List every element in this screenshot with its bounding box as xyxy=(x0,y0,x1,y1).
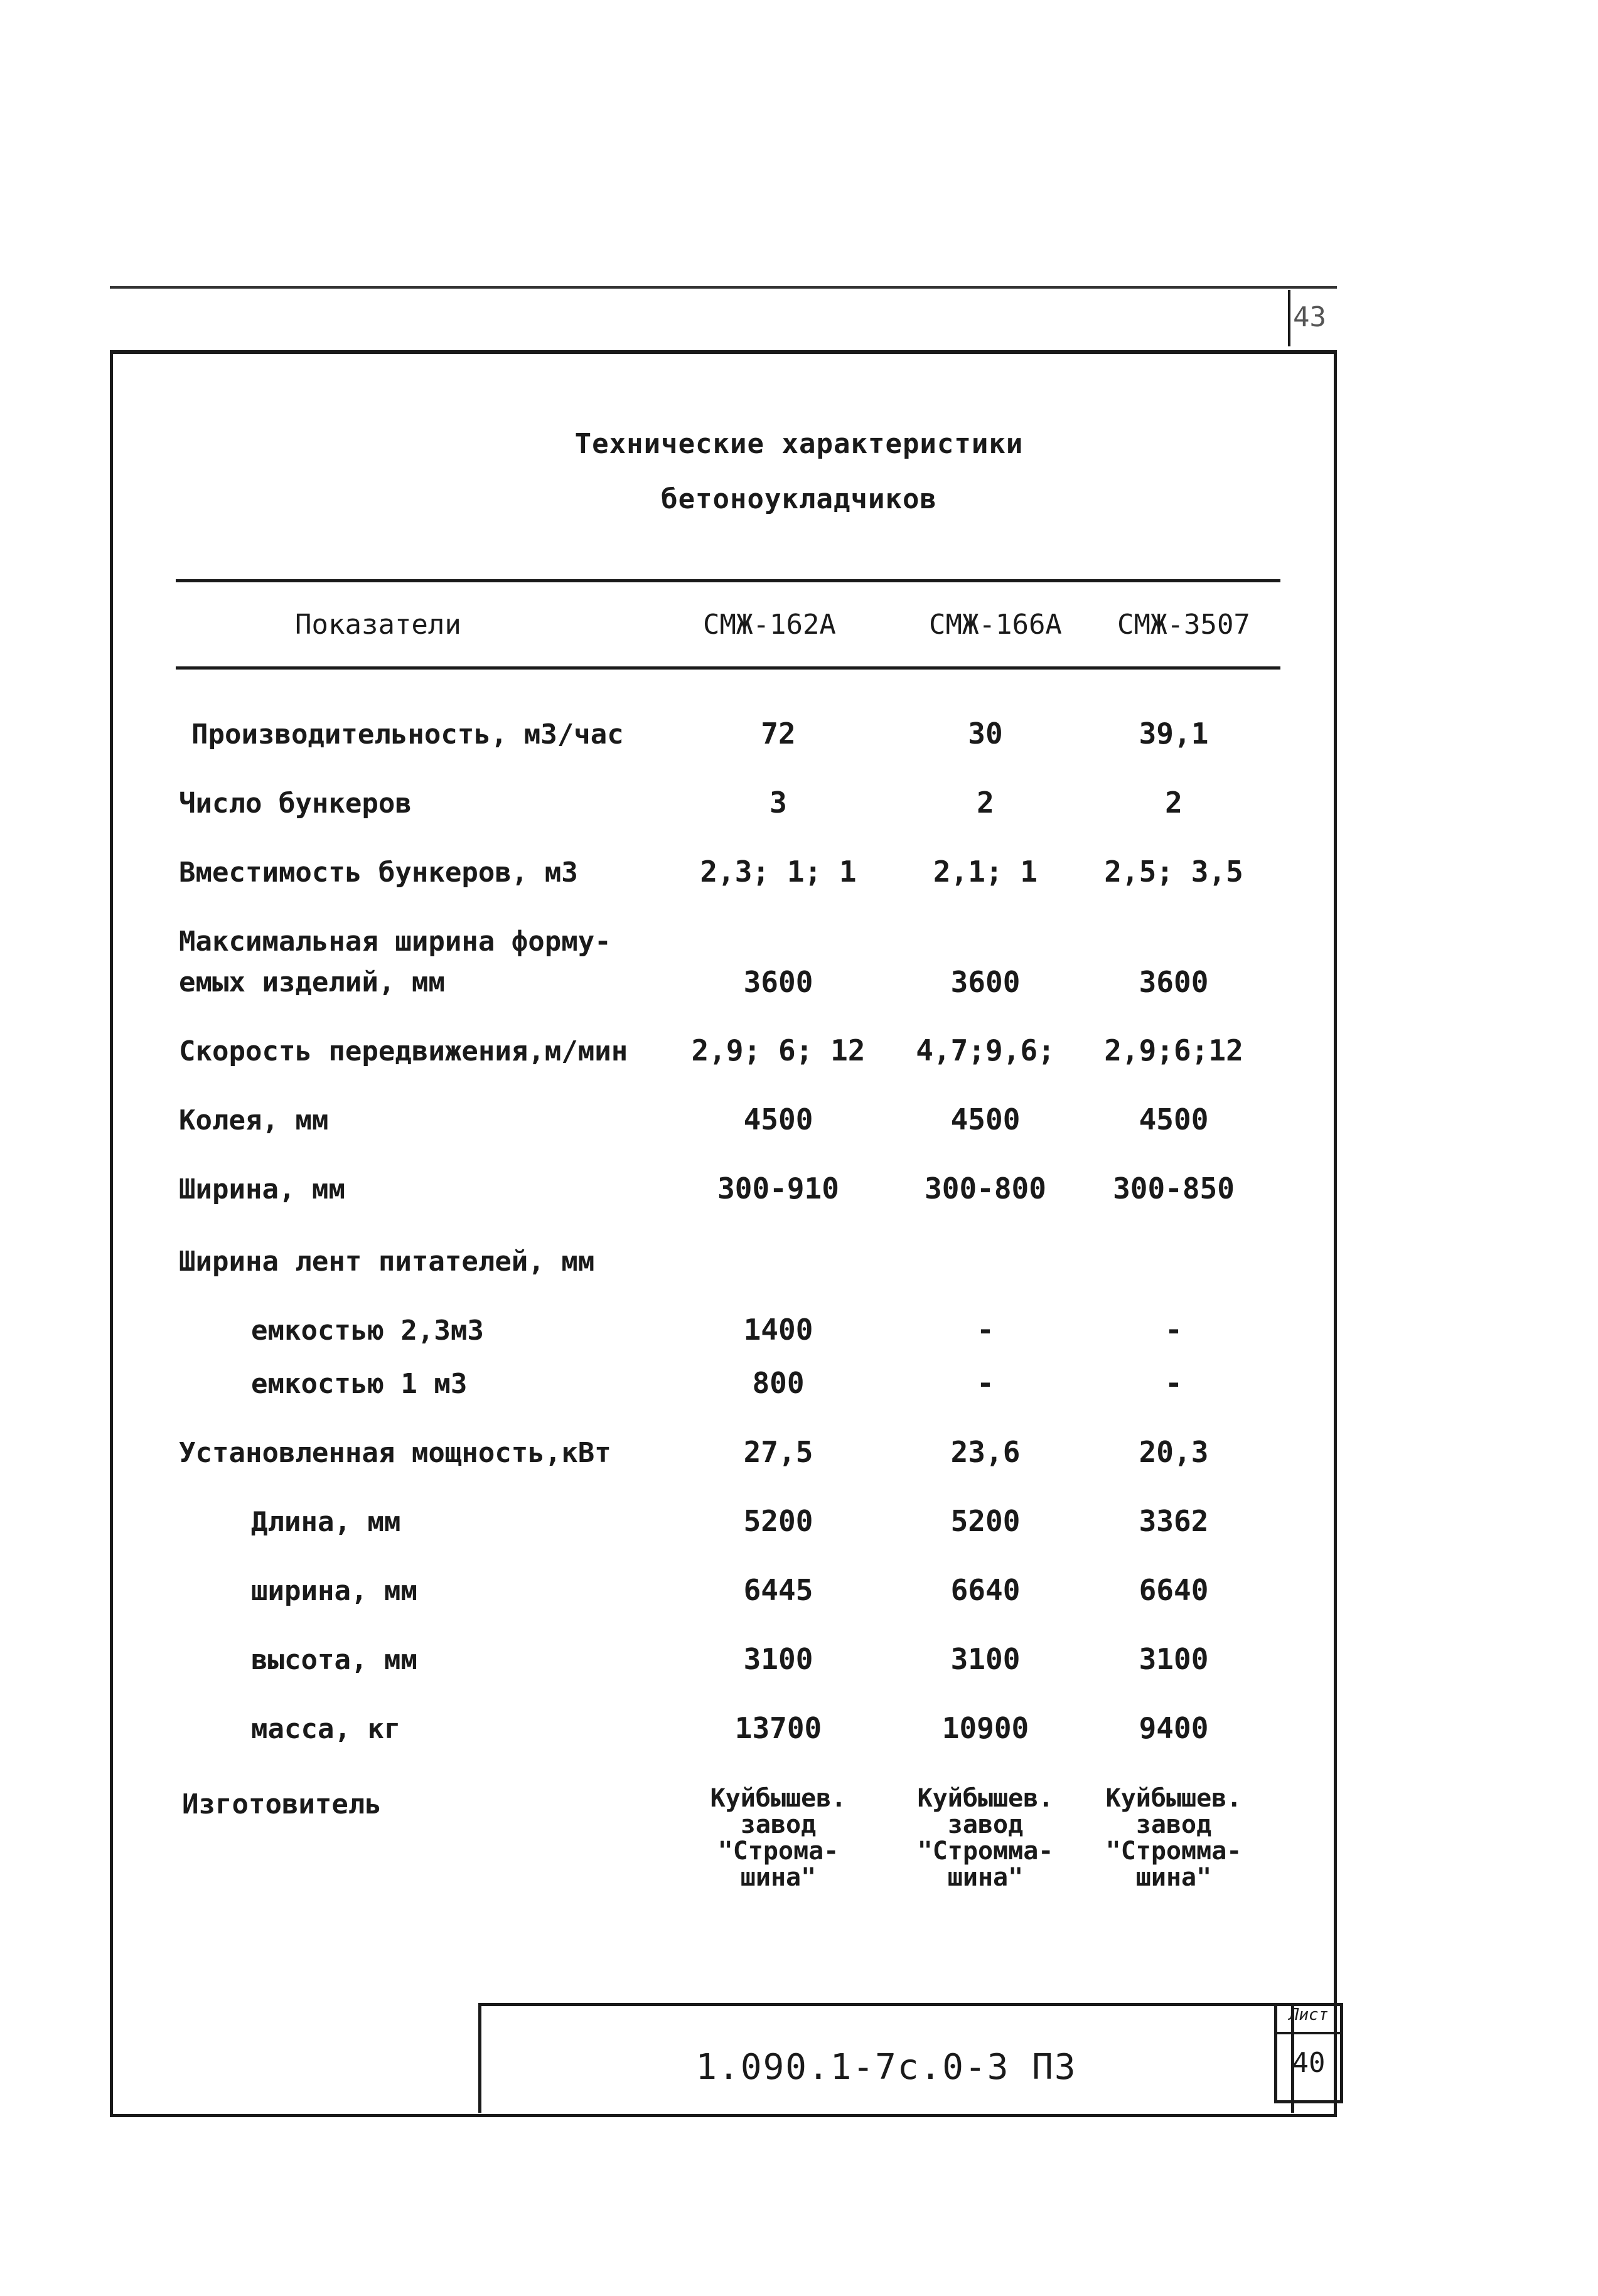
row-value: 3600 xyxy=(950,965,1021,999)
row-value: 3600 xyxy=(1139,965,1209,999)
row-label-max-width-line2: емых изделий, мм xyxy=(179,966,445,998)
row-label-mass: масса, кг xyxy=(251,1713,401,1745)
title-line-2: бетоноукладчиков xyxy=(661,483,937,515)
row-label-capacity-2-3: емкостью 2,3м3 xyxy=(251,1315,484,1347)
row-value: 2 xyxy=(977,786,994,820)
row-value: 3100 xyxy=(743,1642,813,1676)
row-value: 30 xyxy=(968,717,1003,750)
row-value: - xyxy=(977,1366,994,1400)
corner-sheet-mark: 43 xyxy=(1293,301,1326,333)
top-right-tick xyxy=(1288,290,1290,346)
header-model-3: СМЖ-3507 xyxy=(1117,609,1250,641)
row-value: 4500 xyxy=(743,1103,813,1136)
row-value: 3100 xyxy=(1139,1642,1209,1676)
row-value: 6640 xyxy=(950,1573,1021,1607)
sheet-number: 40 xyxy=(1292,2047,1326,2079)
row-label-width: Ширина, мм xyxy=(179,1173,345,1205)
row-value: 300-850 xyxy=(1113,1172,1235,1205)
manufacturer-line: шина" xyxy=(740,1863,817,1892)
row-label-height: высота, мм xyxy=(251,1644,417,1676)
row-value: 6640 xyxy=(1139,1573,1209,1607)
row-value: 300-800 xyxy=(925,1172,1046,1205)
header-model-2: СМЖ-166А xyxy=(929,609,1062,641)
manufacturer-line: "Стромма- xyxy=(917,1837,1054,1866)
row-label-bunkers: Число бункеров xyxy=(179,788,412,820)
manufacturer-line: завод xyxy=(947,1810,1024,1839)
row-value: 5200 xyxy=(950,1504,1021,1538)
row-value: 800 xyxy=(752,1366,805,1400)
manufacturer-line: шина" xyxy=(1135,1863,1212,1892)
row-value: 9400 xyxy=(1139,1711,1209,1745)
row-value: 39,1 xyxy=(1139,717,1209,750)
row-value: 5200 xyxy=(743,1504,813,1538)
row-value: 3 xyxy=(770,786,787,820)
row-value: 2 xyxy=(1165,786,1182,820)
document-code: 1.090.1-7с.0-3 ПЗ xyxy=(695,2047,1077,2088)
manufacturer-line: Куйбышев. xyxy=(917,1784,1054,1813)
manufacturer-cell-1 xyxy=(684,1785,872,1891)
row-label-capacity: Вместимость бункеров, м3 xyxy=(179,857,578,889)
row-value: 72 xyxy=(761,717,796,750)
row-label-max-width-line1: Максимальная ширина форму- xyxy=(179,926,611,958)
row-value: - xyxy=(1165,1313,1182,1347)
row-value: 10900 xyxy=(941,1711,1029,1745)
row-value: 13700 xyxy=(734,1711,822,1745)
row-label-length: Длина, мм xyxy=(251,1506,401,1538)
row-label-width-dim: ширина, мм xyxy=(251,1575,417,1607)
row-value: 2,9;6;12 xyxy=(1104,1033,1243,1067)
manufacturer-cell-3 xyxy=(1080,1785,1268,1891)
row-value: 4500 xyxy=(1139,1103,1209,1136)
manufacturer-line: "Строма- xyxy=(717,1837,839,1866)
manufacturer-line: завод xyxy=(740,1810,817,1839)
title-line-1: Технические характеристики xyxy=(574,428,1024,460)
row-value: 23,6 xyxy=(950,1435,1021,1469)
row-value: 3600 xyxy=(743,965,813,999)
row-label-speed: Скорость передвижения,м/мин xyxy=(179,1035,628,1067)
header-model-1: СМЖ-162А xyxy=(703,609,836,641)
row-value: 2,5; 3,5 xyxy=(1104,855,1243,889)
row-label-capacity-1: емкостью 1 м3 xyxy=(251,1368,468,1400)
row-label-productivity: Производительность, м3/час xyxy=(191,718,624,750)
manufacturer-line: "Стромма- xyxy=(1105,1837,1242,1866)
sheet-label: Лист xyxy=(1289,2005,1329,2024)
row-value: 1400 xyxy=(743,1313,813,1347)
row-value: 4500 xyxy=(950,1103,1021,1136)
row-label-feeder-belt-width: Ширина лент питателей, мм xyxy=(179,1246,595,1278)
row-value: 300-910 xyxy=(717,1172,839,1205)
row-value: 2,3; 1; 1 xyxy=(700,855,857,889)
row-value: 2,9; 6; 12 xyxy=(691,1033,866,1067)
row-value: 4,7;9,6; xyxy=(916,1033,1055,1067)
manufacturer-line: завод xyxy=(1135,1810,1212,1839)
row-value: 3100 xyxy=(950,1642,1021,1676)
row-value: - xyxy=(1165,1366,1182,1400)
manufacturer-cell-2 xyxy=(891,1785,1080,1891)
row-label-gauge: Колея, мм xyxy=(179,1104,329,1136)
row-value: - xyxy=(977,1313,994,1347)
manufacturer-line: Куйбышев. xyxy=(1105,1784,1242,1813)
row-label-power: Установленная мощность,кВт xyxy=(179,1437,611,1469)
header-rule-bottom xyxy=(176,666,1280,670)
row-label-manufacturer: Изготовитель xyxy=(182,1788,382,1820)
sheet-box-divider xyxy=(1274,2032,1343,2034)
header-rule-top xyxy=(176,579,1280,582)
row-value: 2,1; 1 xyxy=(933,855,1038,889)
manufacturer-line: Куйбышев. xyxy=(710,1784,847,1813)
header-indicators: Показатели xyxy=(295,609,461,641)
top-rule xyxy=(110,286,1337,289)
row-value: 3362 xyxy=(1139,1504,1209,1538)
manufacturer-line: шина" xyxy=(947,1863,1024,1892)
row-value: 27,5 xyxy=(743,1435,813,1469)
row-value: 20,3 xyxy=(1139,1435,1209,1469)
row-value: 6445 xyxy=(743,1573,813,1607)
